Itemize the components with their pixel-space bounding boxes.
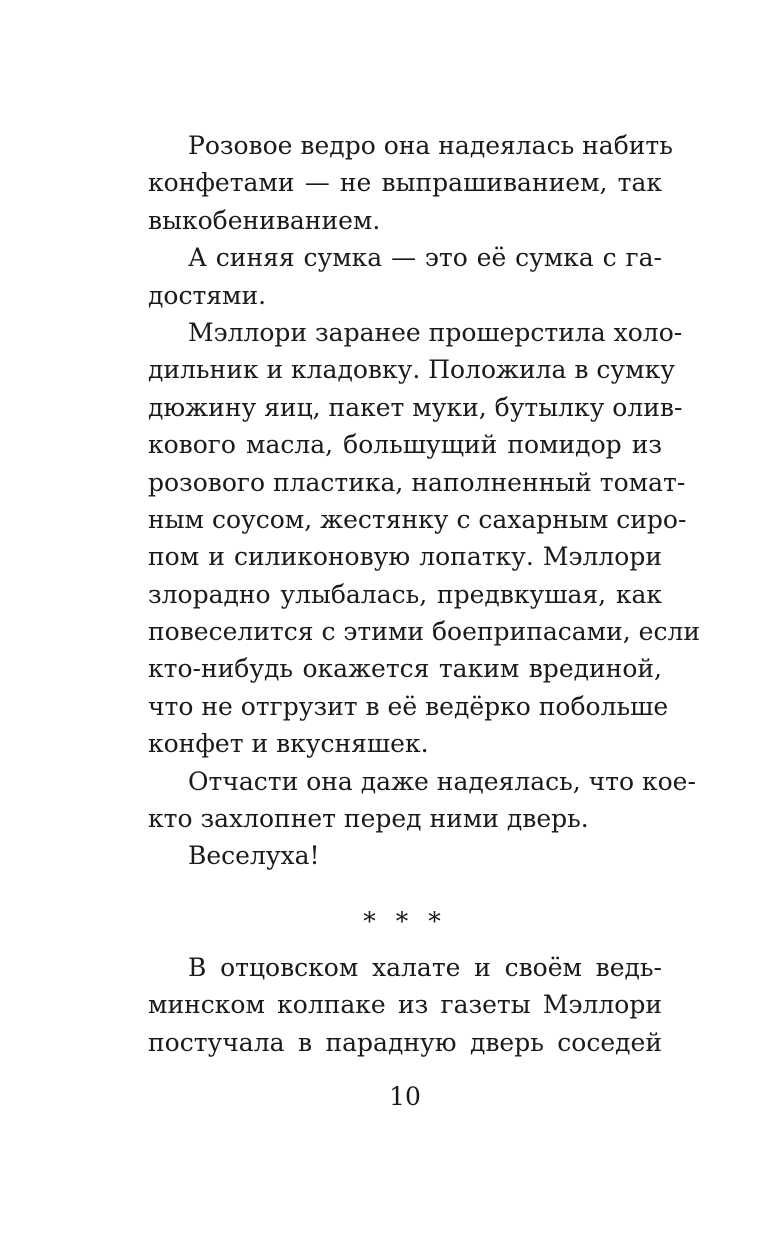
text-line: кто-нибудь окажется таким врединой,: [148, 654, 662, 684]
text-line: Розовое ведро она надеялась набить: [188, 131, 673, 160]
text-line: дильник и кладовку. Положила в сумку: [148, 355, 675, 385]
main-text: [148, 127, 701, 875]
text-line: конфетами — не выпрашиванием, так: [148, 168, 662, 198]
text-line: дюжину яиц, пакет муки, бутылку олив-: [148, 392, 683, 422]
section-separator: * * *: [363, 907, 447, 936]
section-text: [148, 949, 662, 1061]
text-line: Отчасти она даже надеялась, что кое-: [188, 766, 696, 796]
text-line: что не отгрузит в её ведёрко побольше: [148, 691, 669, 721]
text-line: кто захлопнет перед ними дверь.: [148, 804, 589, 834]
text-line: конфет и вкусняшек.: [148, 729, 429, 759]
text-line: злорадно улыбалась, предвкушая, как: [148, 579, 662, 609]
text-line: выкобениванием.: [148, 205, 381, 235]
text-line: Мэллори заранее прошерстила холо-: [188, 317, 683, 347]
text-line: ным соусом, жестянку с сахарным сиро-: [148, 504, 687, 534]
page-number: 10: [389, 1082, 421, 1111]
text-line: В отцовском халате и своём ведь-: [188, 953, 662, 982]
text-line: розового пластика, наполненный томат-: [148, 467, 686, 497]
text-line: постучала в парадную дверь соседей: [148, 1027, 662, 1057]
text-line: повеселится с этими боеприпасами, если: [148, 617, 701, 647]
text-line: кового масла, большущий помидор из: [148, 430, 662, 460]
text-line: Веселуха!: [188, 841, 320, 871]
text-line: достями.: [148, 280, 267, 310]
text-line: пом и силиконовую лопатку. Мэллори: [148, 542, 662, 572]
text-line: А синяя сумка — это её сумка с га-: [188, 243, 662, 273]
text-line: минском колпаке из газеты Мэллори: [148, 990, 662, 1020]
